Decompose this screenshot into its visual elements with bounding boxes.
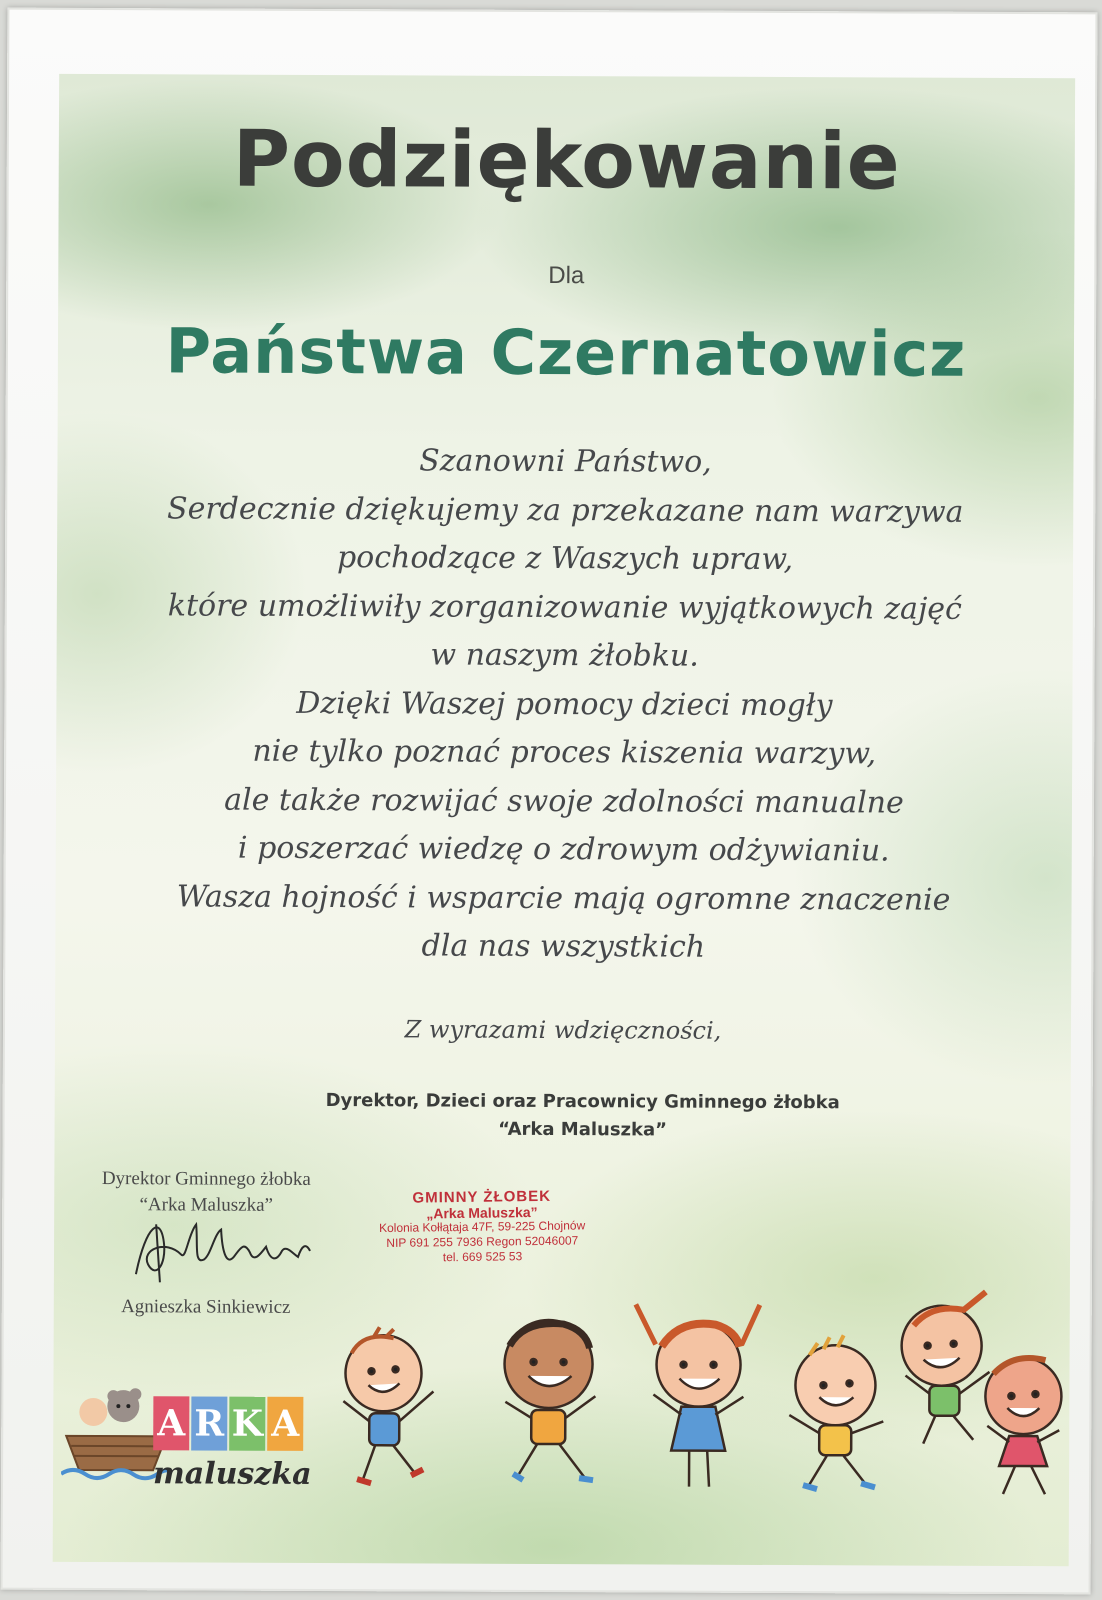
for-label: Dla: [548, 261, 585, 290]
institution-stamp: [372, 1188, 593, 1266]
handwritten-signature: [126, 1204, 316, 1295]
stamp-line: GMINNY ŻŁOBEK: [412, 1187, 552, 1207]
picture-frame: [1, 8, 1098, 1595]
letter-line: Dzięki Waszej pomocy dzieci mogły: [296, 685, 833, 723]
signer-title: Dyrektor Gminnego żłobka: [101, 1168, 311, 1190]
closing-line: Z wyrazami wdzięczności,: [404, 1015, 722, 1045]
logo-letter: A: [267, 1397, 303, 1451]
recipient-name: Państwa Czernatowicz: [165, 314, 967, 391]
stamp-line: Kolonia Kołłątaja 47F, 59-225 Chojnów: [378, 1218, 586, 1236]
signer-institution: “Arka Maluszka”: [139, 1194, 274, 1216]
letter-line: pochodzące z Waszych upraw,: [336, 540, 794, 578]
child-figure: [343, 1327, 434, 1483]
child-figure: [985, 1358, 1062, 1494]
logo-letter: R: [191, 1396, 227, 1450]
sender-block: [175, 1086, 991, 1146]
stamp-line: „Arka Maluszka”: [426, 1203, 538, 1222]
letter-line: Wasza hojność i wsparcie mają ogromne znaczenie: [176, 878, 951, 918]
child-figure: [504, 1320, 596, 1480]
letter-line: Szanowni Państwo,: [419, 443, 712, 480]
stamp-line: NIP 691 255 7936 Regon 52046007: [386, 1233, 579, 1250]
child-figure: [789, 1335, 884, 1489]
child-figure: [901, 1292, 990, 1444]
letter-line: i poszerzać wiedzę o zdrowym odżywianiu.: [237, 830, 890, 869]
certificate-title: Podziękowanie: [232, 114, 901, 208]
child-figure: [635, 1304, 760, 1487]
letter-line: które umożliwiły zorganizowanie wyjątkowych zajęć: [167, 587, 962, 627]
letter-body: [75, 436, 1053, 974]
dancing-children-illustration: [323, 1283, 1064, 1546]
letter-line: w naszym żłobku.: [430, 637, 699, 674]
letter-line: nie tylko poznać proces kiszenia warzyw,: [252, 733, 877, 772]
arka-maluszka-logo: [61, 1374, 322, 1525]
logo-letter: K: [229, 1397, 265, 1451]
letter-line: ale także rozwijać swoje zdolności manualne: [224, 782, 904, 821]
letter-line: Serdecznie dziękujemy za przekazane nam warzywa: [166, 490, 964, 530]
sender-institution: “Arka Maluszka”: [498, 1118, 668, 1141]
signer-name: Agnieszka Sinkiewicz: [121, 1296, 291, 1318]
signature-block: [76, 1166, 336, 1318]
sender-line: Dyrektor, Dzieci oraz Pracownicy Gminnego żłobka: [325, 1090, 840, 1114]
logo-subtitle: maluszka: [152, 1456, 312, 1492]
letter-line: dla nas wszystkich: [421, 928, 706, 965]
logo-letter: A: [153, 1396, 189, 1450]
stamp-line: tel. 669 525 53: [442, 1249, 523, 1265]
certificate-paper: [53, 74, 1075, 1566]
